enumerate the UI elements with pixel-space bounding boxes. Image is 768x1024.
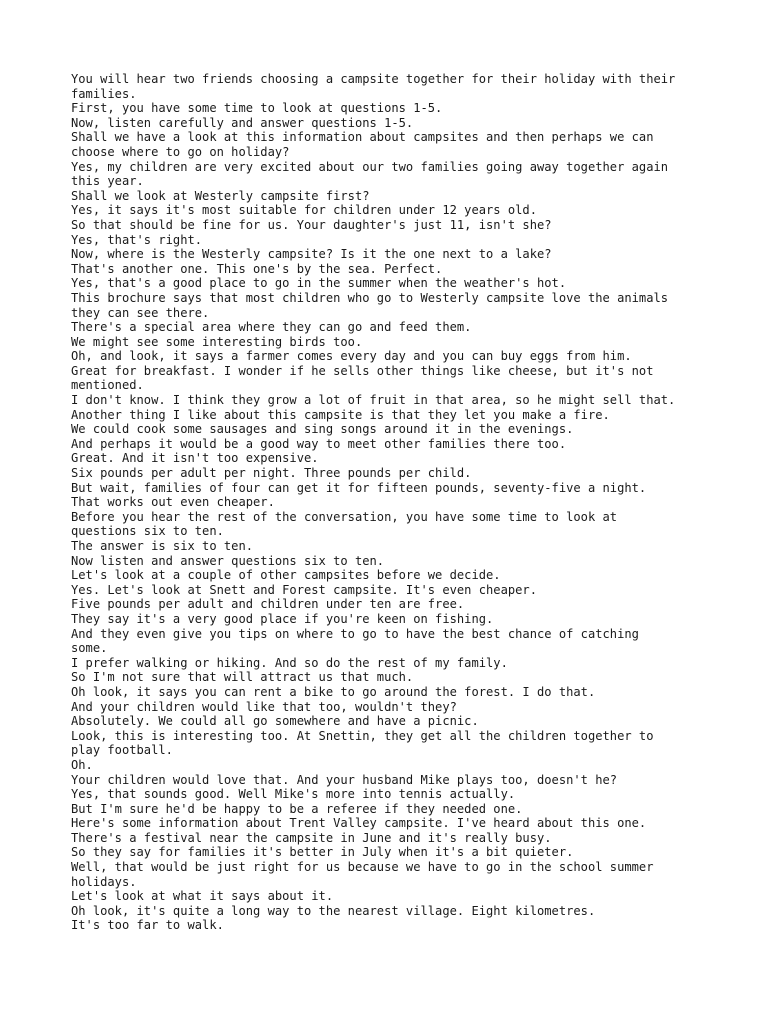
transcript-line: Oh, and look, it says a farmer comes every day and you can buy eggs from him. (71, 349, 632, 364)
transcript-line: Shall we have a look at this information about campsites and then perhaps we can (71, 130, 654, 145)
transcript-line: Before you hear the rest of the conversation, you have some time to look at (71, 509, 618, 524)
transcript-line: You will hear two friends choosing a campsite together for their holiday with their (71, 72, 676, 86)
transcript-line: Five pounds per adult and children under ten are free. (71, 597, 465, 612)
transcript-line: Let's look at a couple of other campsites before we decide. (71, 568, 501, 583)
transcript-line: Six pounds per adult per night. Three pounds per child. (71, 466, 472, 481)
transcript-line: There's a festival near the campsite in June and it's really busy. (71, 830, 552, 845)
transcript-line: families. (71, 86, 137, 101)
transcript-line: Your children would love that. And your husband Mike plays too, doesn't he? (71, 772, 618, 787)
transcript-line: Well, that would be just right for us because we have to go in the school summer (71, 860, 654, 875)
transcript-line: But wait, families of four can get it for fifteen pounds, seventy-five a night. (71, 480, 647, 495)
transcript-line: Yes, my children are very excited about our two families going away together again (71, 159, 669, 174)
transcript-line: Yes. Let's look at Snett and Forest campsite. It's even cheaper. (71, 582, 537, 597)
transcript-line: I prefer walking or hiking. And so do the rest of my family. (71, 655, 508, 670)
transcript-line: holidays. (71, 874, 137, 889)
transcript-line: play football. (71, 743, 173, 758)
transcript-line: Oh look, it says you can rent a bike to go around the forest. I do that. (71, 684, 596, 699)
transcript-line: And your children would like that too, wouldn't they? (71, 699, 457, 714)
transcript-line: they can see there. (71, 305, 210, 320)
transcript-line: There's a special area where they can go and feed them. (71, 320, 472, 335)
transcript-line: Oh. (71, 757, 93, 772)
transcript-line: So I'm not sure that will attract us that much. (71, 670, 414, 685)
transcript-line: Yes, that's right. (71, 232, 203, 247)
transcript-line: Look, this is interesting too. At Snettin, they get all the children together to (71, 728, 654, 743)
transcript-line: Now, where is the Westerly campsite? Is it the one next to a lake? (71, 247, 552, 262)
transcript-line: So they say for families it's better in July when it's a bit quieter. (71, 845, 574, 860)
transcript-line: Oh look, it's quite a long way to the nearest village. Eight kilometres. (71, 903, 596, 918)
transcript-line: They say it's a very good place if you're keen on fishing. (71, 611, 494, 626)
transcript-line: Shall we look at Westerly campsite first? (71, 188, 370, 203)
transcript-line: I don't know. I think they grow a lot of fruit in that area, so he might sell that. (71, 393, 676, 408)
transcript-line: The answer is six to ten. (71, 539, 254, 553)
transcript-line: So that should be fine for us. Your daughter's just 11, isn't she? (71, 217, 552, 232)
transcript-line: This brochure says that most children who go to Westerly campsite love the animals (71, 290, 669, 305)
transcript-line: Absolutely. We could all go somewhere and have a picnic. (71, 714, 479, 729)
transcript-page (71, 72, 711, 933)
transcript-line: Now, listen carefully and answer questions 1-5. (71, 115, 414, 130)
transcript-line: That works out even cheaper. (71, 495, 275, 510)
transcript-line: Yes, it says it's most suitable for children under 12 years old. (71, 203, 537, 218)
transcript-line: questions six to ten. (71, 524, 224, 539)
transcript-line: And perhaps it would be a good way to meet other families there too. (71, 436, 567, 451)
transcript-line: mentioned. (71, 378, 144, 393)
transcript-line: That's another one. This one's by the sea. Perfect. (71, 261, 443, 276)
transcript-line: this year. (71, 174, 144, 189)
transcript-line: It's too far to walk. (71, 918, 224, 933)
transcript-line: We might see some interesting birds too. (71, 334, 363, 349)
transcript-line: Great for breakfast. I wonder if he sells other things like cheese, but it's not (71, 363, 654, 378)
transcript-line: And they even give you tips on where to go to have the best chance of catching (71, 626, 639, 641)
transcript-line: Yes, that sounds good. Well Mike's more into tennis actually. (71, 787, 516, 802)
transcript-line: Great. And it isn't too expensive. (71, 451, 319, 466)
transcript-line: Now listen and answer questions six to ten. (71, 553, 385, 568)
transcript-line: We could cook some sausages and sing songs around it in the evenings. (71, 422, 574, 437)
transcript-line: choose where to go on holiday? (71, 144, 290, 159)
transcript-line: Yes, that's a good place to go in the summer when the weather's hot. (71, 276, 567, 291)
transcript-line: Another thing I like about this campsite is that they let you make a fire. (71, 407, 610, 422)
transcript-line: some. (71, 641, 108, 656)
transcript-line: But I'm sure he'd be happy to be a referee if they needed one. (71, 801, 523, 816)
transcript-line: Let's look at what it says about it. (71, 889, 334, 904)
transcript-line: First, you have some time to look at questions 1-5. (71, 101, 443, 116)
transcript-line: Here's some information about Trent Valley campsite. I've heard about this one. (71, 816, 647, 831)
